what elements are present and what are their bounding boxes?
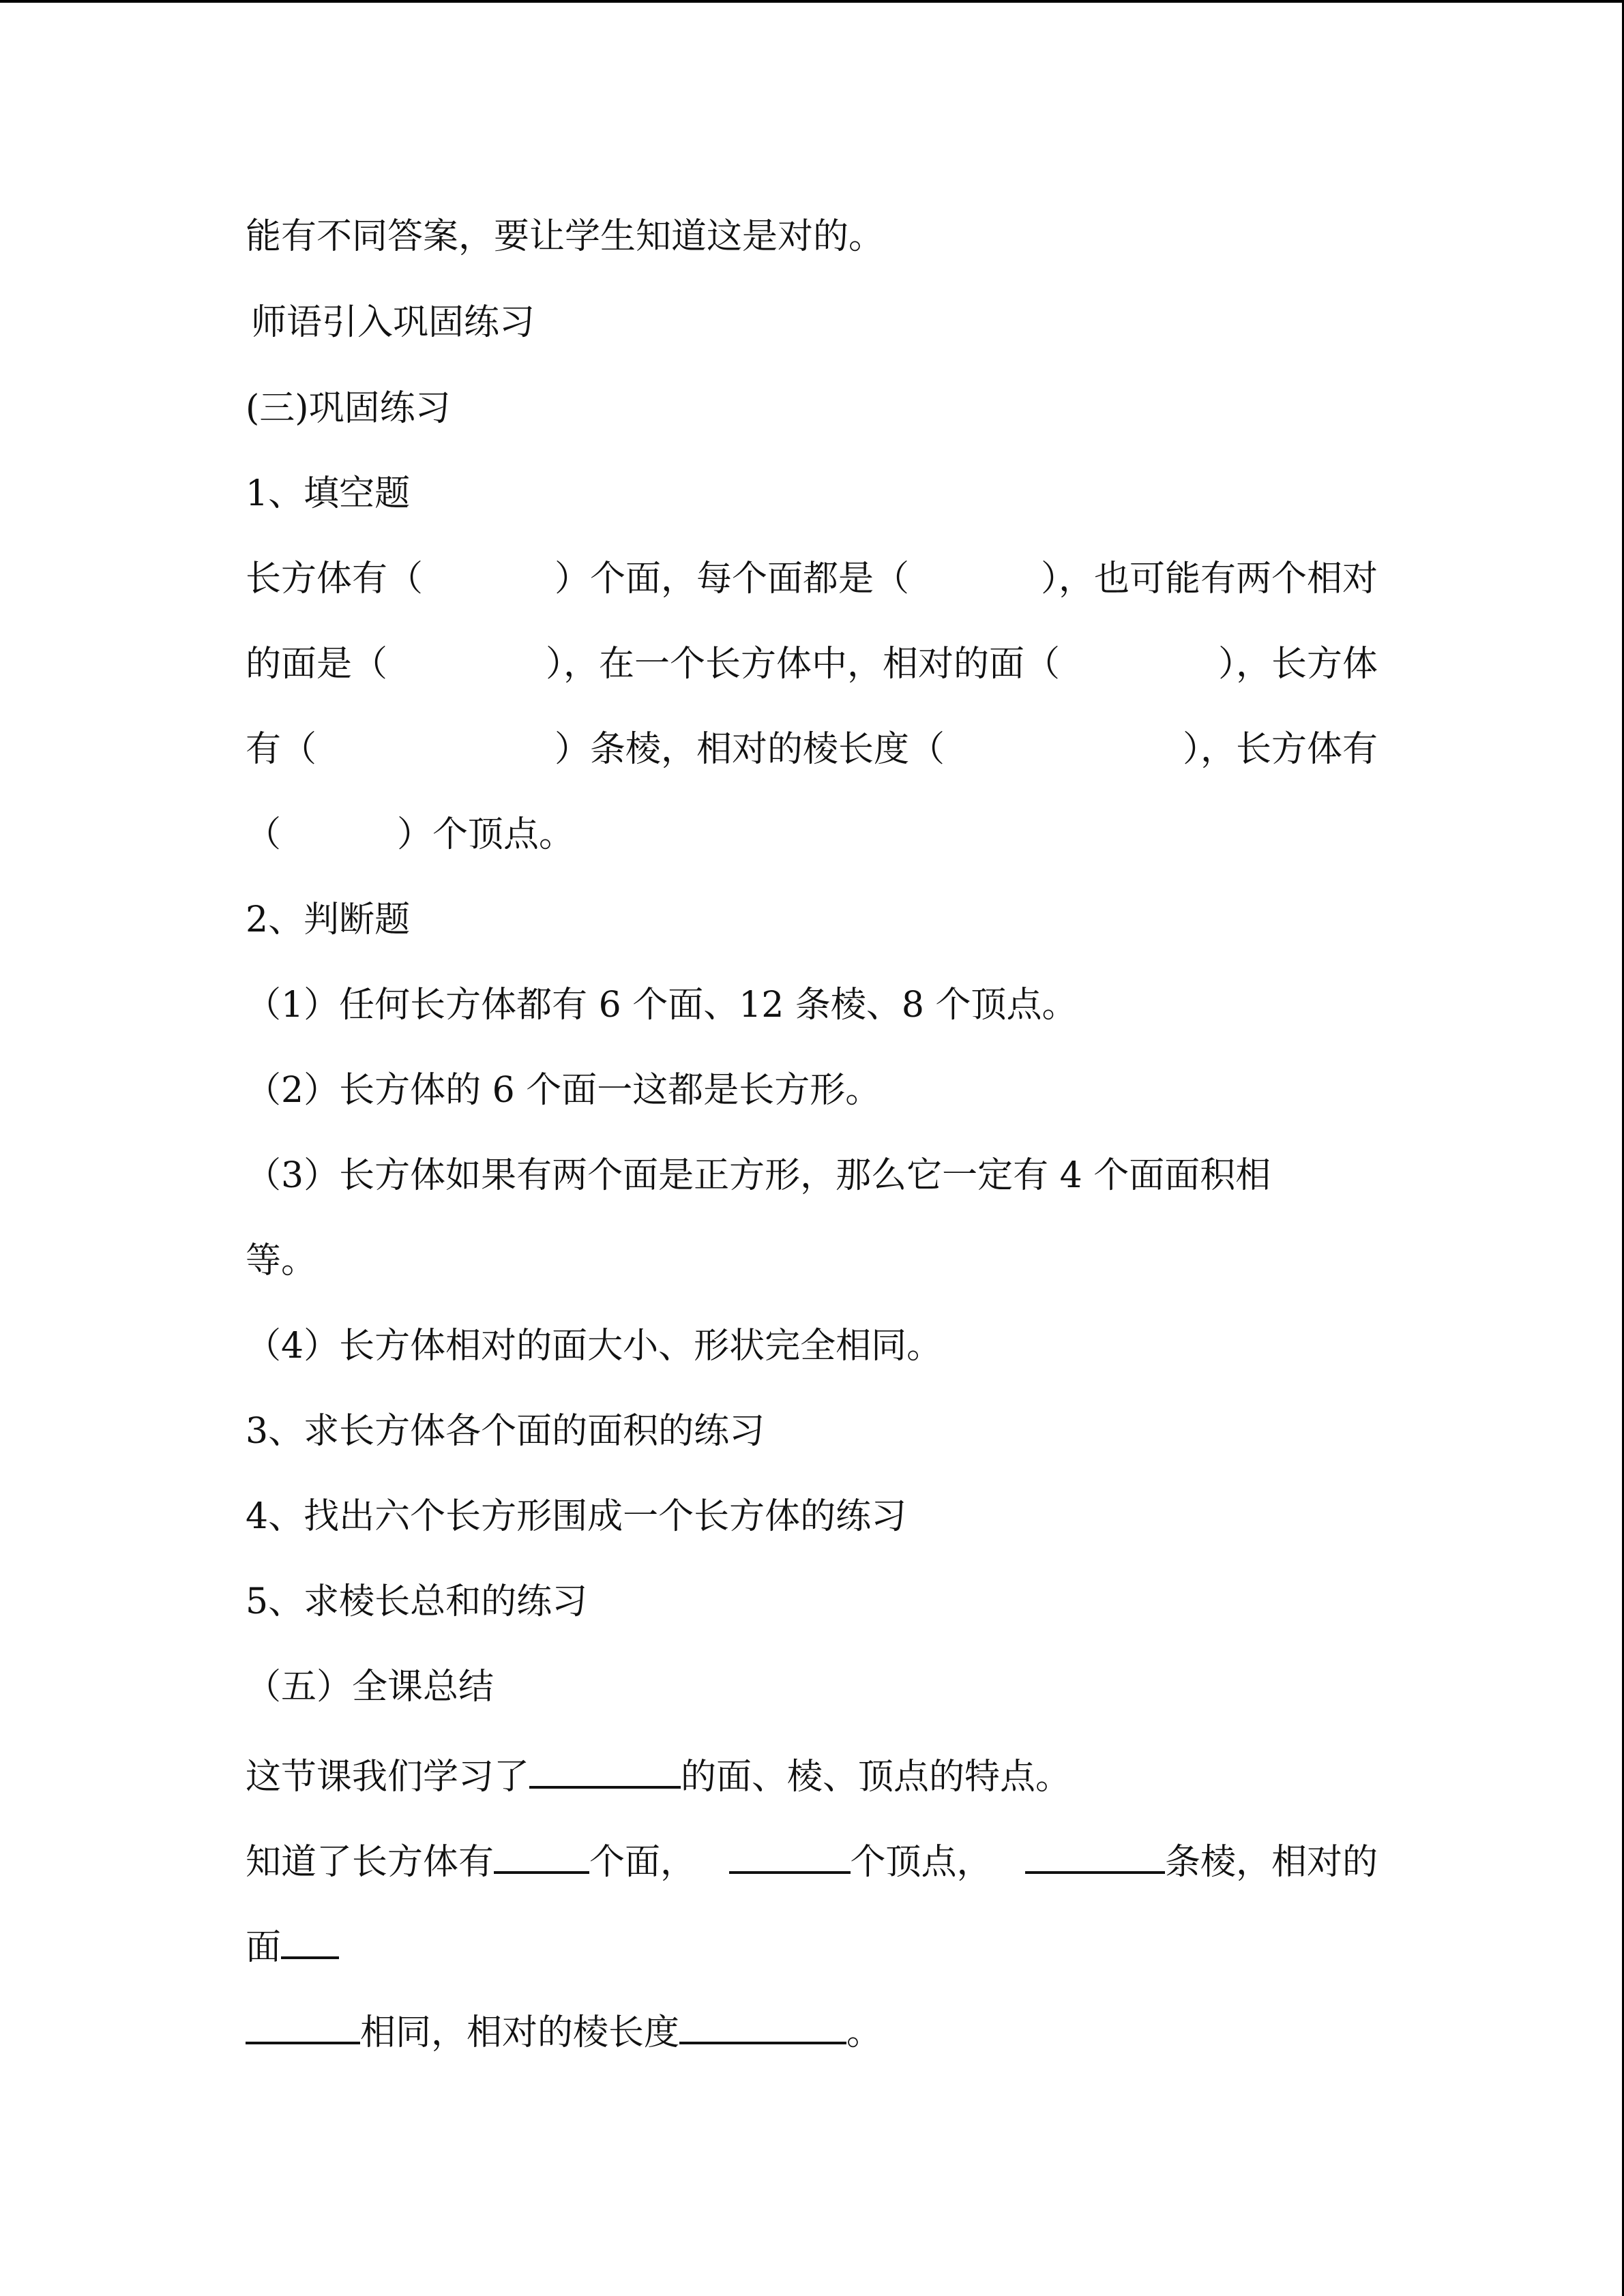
text-segment: 的面、棱、顶点的特点。 xyxy=(681,1757,1072,1798)
paragraph-line: （1）任何长方体都有 6 个面、12 条棱、8 个顶点。 xyxy=(246,985,1078,1026)
text-segment: ），长方体 xyxy=(1217,644,1378,685)
answer-blank[interactable] xyxy=(281,1921,339,1959)
paragraph-line: 4、找出六个长方形围成一个长方体的练习 xyxy=(246,1496,907,1537)
question-heading: 2、判断题 xyxy=(246,899,411,940)
text-segment: 面 xyxy=(246,1927,282,1968)
answer-blank[interactable] xyxy=(529,1750,681,1789)
text-segment: ）条棱，相对的棱长度（ xyxy=(554,729,945,770)
summary-line xyxy=(246,1750,1072,1798)
text-segment: 有（ xyxy=(246,729,317,770)
text-segment: 的面是（ xyxy=(246,644,388,685)
paragraph-line: 3、求长方体各个面的面积的练习 xyxy=(246,1411,765,1452)
paragraph-line: 能有不同答案，要让学生知道这是对的。 xyxy=(246,216,885,257)
answer-blank[interactable] xyxy=(246,2006,360,2044)
text-segment: 。 xyxy=(846,2012,883,2053)
summary-line xyxy=(246,1921,339,1968)
fill-in-line xyxy=(246,813,574,856)
summary-line xyxy=(246,2006,883,2053)
text-segment: （ xyxy=(246,814,282,855)
text-segment: ）个顶点。 xyxy=(397,814,575,855)
answer-blank[interactable] xyxy=(729,1836,851,1874)
text-segment: 相同，相对的棱长度 xyxy=(360,2012,680,2053)
text-segment: 个顶点， xyxy=(850,1842,992,1883)
paragraph-line: 5、求棱长总和的练习 xyxy=(246,1581,588,1622)
text-segment: 条棱，相对的 xyxy=(1164,1842,1378,1883)
top-border xyxy=(0,0,1624,3)
answer-blank[interactable] xyxy=(494,1836,589,1874)
paragraph-line: （3）长方体如果有两个面是正方形，那么它一定有 4 个面面积相 xyxy=(246,1155,1271,1196)
text-segment: ），也可能有两个相对 xyxy=(1040,558,1378,599)
text-segment: 知道了长方体有 xyxy=(246,1842,494,1883)
fill-in-line xyxy=(246,557,1378,601)
fill-in-line xyxy=(246,642,1378,686)
answer-blank[interactable] xyxy=(1025,1836,1165,1874)
paragraph-line: （4）长方体相对的面大小、形状完全相同。 xyxy=(246,1326,943,1367)
section-heading: （五）全课总结 xyxy=(246,1667,494,1708)
text-segment: 长方体有（ xyxy=(246,558,424,599)
paragraph-line: 师语引入巩固练习 xyxy=(251,302,535,343)
paragraph-line: 等。 xyxy=(246,1240,317,1281)
text-segment: 这节课我们学习了 xyxy=(246,1757,530,1798)
paragraph-line: （2）长方体的 6 个面一这都是长方形。 xyxy=(246,1070,881,1111)
summary-line xyxy=(246,1836,1378,1883)
question-heading: 1、填空题 xyxy=(246,473,411,514)
text-segment: ），在一个长方体中，相对的面（ xyxy=(545,644,1060,685)
text-segment: ），长方体有 xyxy=(1182,729,1378,770)
text-segment: ）个面，每个面都是（ xyxy=(554,558,909,599)
section-heading: (三)巩固练习 xyxy=(246,388,451,429)
text-segment: 个面， xyxy=(589,1842,696,1883)
answer-blank[interactable] xyxy=(679,2006,846,2044)
fill-in-line xyxy=(246,728,1378,771)
